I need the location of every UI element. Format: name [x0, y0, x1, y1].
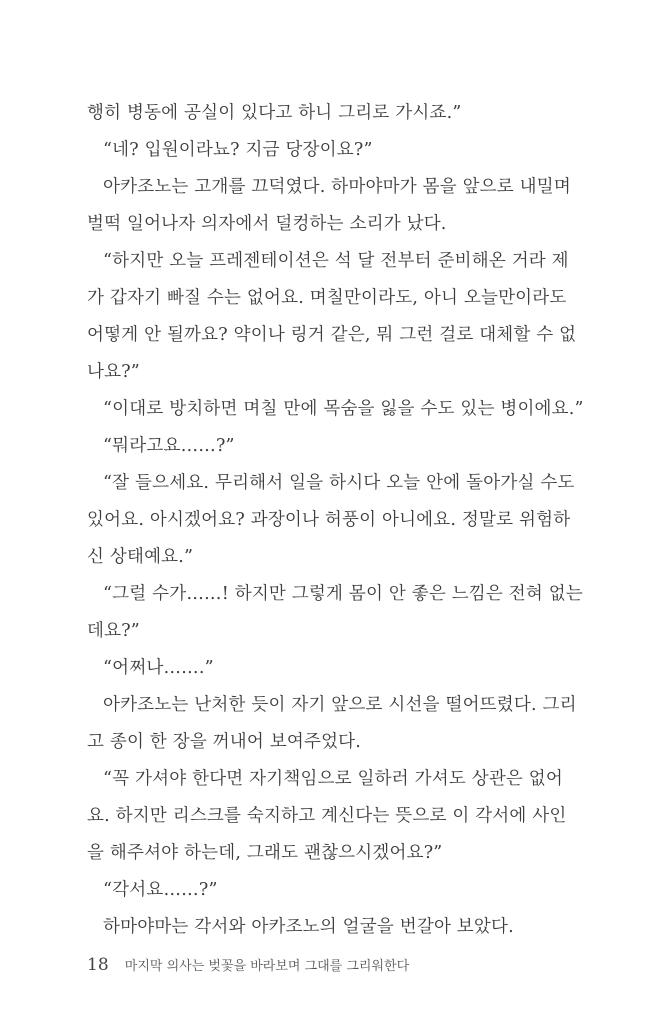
text-line: “각서요……?”	[103, 880, 218, 900]
running-title: 마지막 의사는 벚꽃을 바라보며 그대를 그리워한다	[124, 959, 410, 974]
body-text	[87, 95, 584, 946]
text-line: 있어요. 아시겠어요? 과장이나 허풍이 아니에요. 정말로 위험하	[87, 510, 571, 530]
text-line: 아카조노는 고개를 끄덕였다. 하마야마가 몸을 앞으로 내밀며	[103, 177, 571, 197]
text-line: 아카조노는 난처한 듯이 자기 앞으로 시선을 떨어뜨렸다. 그리	[103, 695, 577, 715]
text-line: “뭐라고요……?”	[103, 436, 235, 456]
text-line: 어떻게 안 될까요? 약이나 링거 같은, 뭐 그런 걸로 대체할 수 없	[87, 325, 577, 345]
text-line: “하지만 오늘 프레젠테이션은 석 달 전부터 준비해온 거라 제	[103, 251, 569, 271]
text-line: 고 종이 한 장을 꺼내어 보여주었다.	[87, 732, 362, 752]
text-line: 나요?”	[87, 362, 140, 382]
text-line: “네? 입원이라뇨? 지금 당장이요?”	[103, 140, 373, 160]
text-line: 행히 병동에 공실이 있다고 하니 그리로 가시죠.”	[87, 103, 462, 123]
text-line: 벌떡 일어나자 의자에서 덜컹하는 소리가 났다.	[87, 214, 447, 234]
text-line: “잘 들으세요. 무리해서 일을 하시다 오늘 안에 돌아가실 수도	[103, 473, 575, 493]
text-line: 요. 하지만 리스크를 숙지하고 계신다는 뜻으로 이 각서에 사인	[87, 806, 567, 826]
text-line: 신 상태예요.”	[87, 547, 194, 567]
text-line: “이대로 방치하면 며칠 만에 목숨을 잃을 수도 있는 병이에요.”	[103, 399, 584, 419]
text-line: “그럴 수가……! 하지만 그렇게 몸이 안 좋은 느낌은 전혀 없는	[103, 584, 583, 604]
page-footer	[87, 955, 409, 975]
text-line: “꼭 가셔야 한다면 자기책임으로 일하러 가셔도 상관은 없어	[103, 769, 564, 789]
page-number: 18	[87, 955, 109, 975]
text-line: 데요?”	[87, 621, 140, 641]
text-line: 가 갑자기 빠질 수는 없어요. 며칠만이라도, 아니 오늘만이라도	[87, 288, 567, 308]
text-line: 하마야마는 각서와 아카조노의 얼굴을 번갈아 보았다.	[103, 917, 514, 937]
text-line: “어쩌나…….”	[103, 658, 214, 678]
text-line: 을 해주셔야 하는데, 그래도 괜찮으시겠어요?”	[87, 843, 443, 863]
